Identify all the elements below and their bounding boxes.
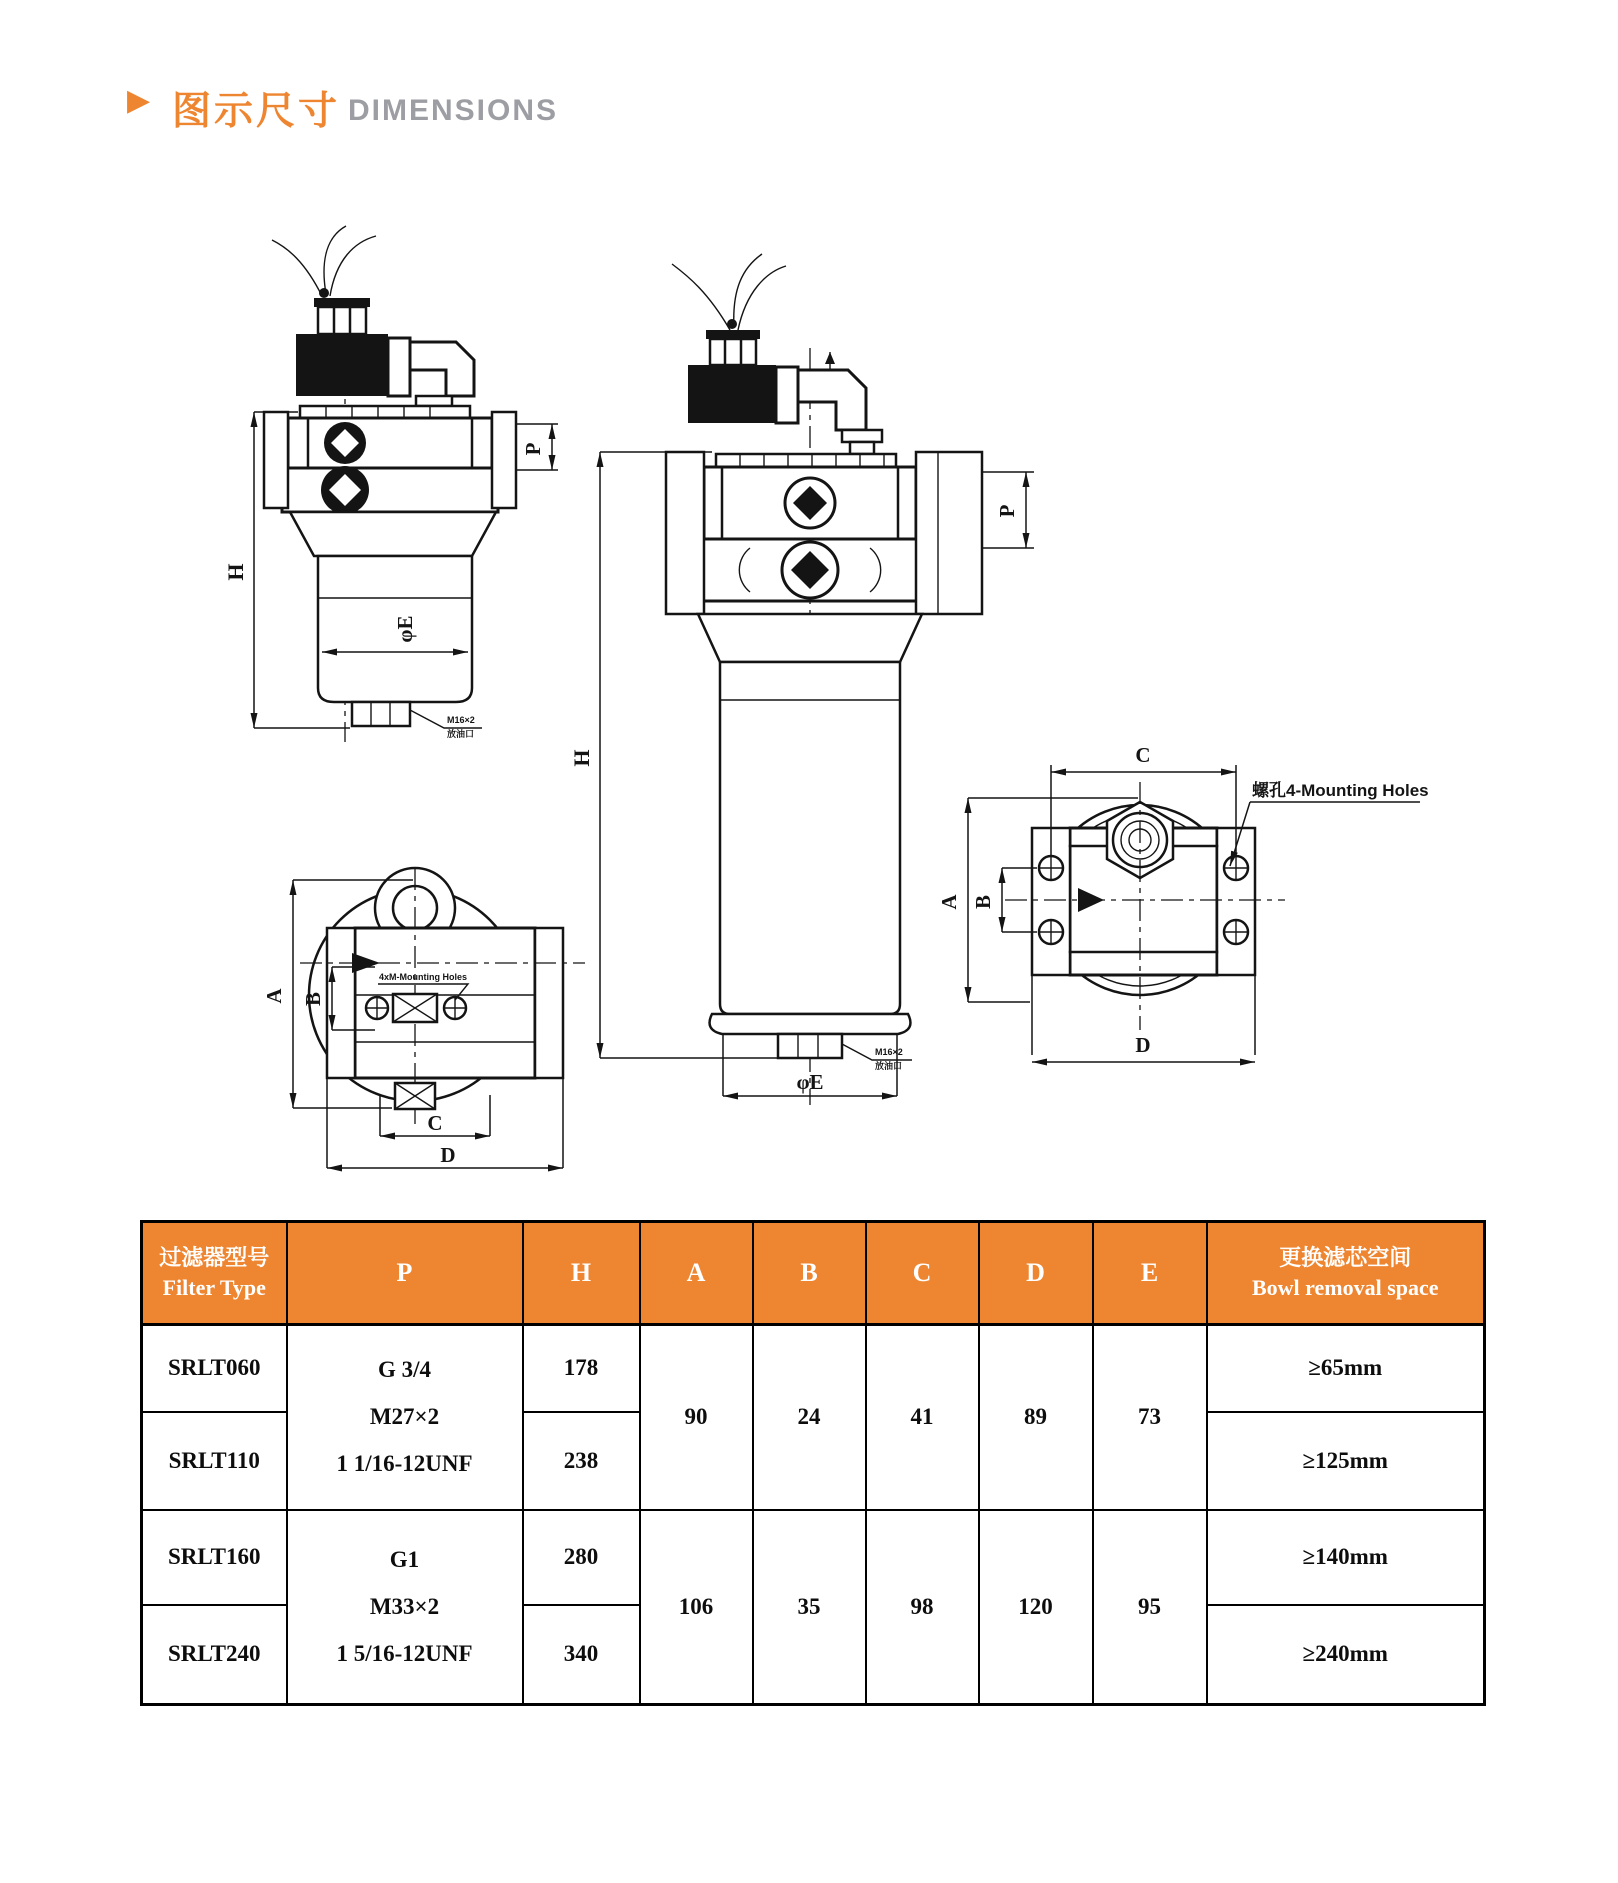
port-thread-line: M27×2	[369, 1404, 440, 1430]
cell-e: 73	[1093, 1325, 1207, 1510]
drain-plug	[778, 1034, 912, 1071]
col-header-p: P	[287, 1222, 523, 1325]
col-header-h: H	[523, 1222, 640, 1325]
dim-label-p: P	[521, 442, 545, 456]
cell-h: 238	[523, 1412, 640, 1510]
top-view-small	[262, 868, 585, 1168]
cell-a: 106	[640, 1510, 753, 1705]
filter-bowl	[290, 512, 496, 702]
dim-label-h: H	[223, 563, 248, 581]
table-row	[142, 1510, 1485, 1605]
cell-filter-type: SRLT240	[142, 1605, 287, 1705]
elbow-fitting	[388, 338, 474, 406]
dim-label-d: D	[1135, 1033, 1151, 1057]
mount-ear-right	[492, 412, 516, 508]
solenoid-connector	[296, 298, 388, 396]
col-header-filter-type	[142, 1222, 287, 1325]
col-header-bowl-space	[1207, 1222, 1485, 1325]
col-header-b: B	[753, 1222, 866, 1325]
dim-label-c: C	[1135, 743, 1151, 767]
cell-d: 120	[979, 1510, 1093, 1705]
front-view-small	[223, 226, 558, 742]
col-header-bowl-zh: 更换滤芯空间	[1279, 1245, 1412, 1271]
port-thread-line: G 3/4	[377, 1357, 432, 1383]
dim-label-a: A	[262, 988, 286, 1004]
section-title-zh: 图示尺寸	[172, 89, 341, 134]
drain-plug-label: 放油口	[447, 729, 475, 739]
port-thread-line: G1	[389, 1546, 420, 1572]
dim-label-p: P	[995, 504, 1019, 518]
filter-head	[264, 406, 516, 514]
solenoid-body	[688, 365, 776, 423]
drain-plug	[352, 702, 482, 739]
dim-label-c: C	[427, 1111, 443, 1135]
mounting-holes-label: 螺孔4-Mounting Holes	[1252, 781, 1429, 800]
dim-label-h: H	[569, 749, 594, 767]
cell-h: 340	[523, 1605, 640, 1705]
col-header-filter-type-en: Filter Type	[162, 1275, 266, 1300]
drain-plug-label: M16×2	[875, 1047, 903, 1057]
port-thread-line: 1 5/16-12UNF	[336, 1640, 473, 1666]
col-header-bowl-en: Bowl removal space	[1251, 1275, 1439, 1300]
cell-b: 35	[753, 1510, 866, 1705]
drain-plug-label: 放油口	[875, 1061, 903, 1071]
dimension-d	[1032, 975, 1255, 1062]
solenoid-connector	[688, 330, 776, 423]
cell-bowl-space: ≥140mm	[1207, 1510, 1485, 1605]
solenoid-wires	[672, 254, 786, 330]
dimension-p	[982, 472, 1034, 548]
front-view-large	[569, 254, 1034, 1105]
dimension-b	[971, 868, 1037, 932]
mount-ear-left	[264, 412, 288, 508]
dimension-p	[516, 424, 558, 470]
cell-a: 90	[640, 1325, 753, 1510]
cell-c: 41	[866, 1325, 979, 1510]
dim-label-phi-e: φE	[796, 1070, 824, 1094]
col-header-a: A	[640, 1222, 753, 1325]
mounting-holes-label: 4xM-Mounting Holes	[379, 972, 467, 982]
filter-head	[666, 452, 982, 614]
col-header-e: E	[1093, 1222, 1207, 1325]
cell-bowl-space: ≥240mm	[1207, 1605, 1485, 1705]
mount-ear-left	[666, 452, 704, 614]
cell-filter-type: SRLT160	[142, 1510, 287, 1605]
section-title-en: DIMENSIONS	[348, 94, 559, 127]
mount-ear-right	[916, 452, 982, 614]
cell-c: 98	[866, 1510, 979, 1705]
col-header-c: C	[866, 1222, 979, 1325]
cell-e: 95	[1093, 1510, 1207, 1705]
cell-bowl-space: ≥65mm	[1207, 1325, 1485, 1412]
solenoid-wires	[272, 226, 376, 298]
col-header-d: D	[979, 1222, 1093, 1325]
solenoid-body	[296, 334, 388, 396]
dim-label-d: D	[440, 1143, 456, 1167]
top-view-large	[937, 743, 1429, 1062]
drain-plug-label: M16×2	[447, 715, 475, 725]
col-header-filter-type-zh: 过滤器型号	[159, 1245, 270, 1271]
cell-port-thread	[287, 1325, 523, 1510]
dim-label-b: B	[971, 894, 995, 910]
cell-h: 178	[523, 1325, 640, 1412]
elbow-fitting	[776, 352, 882, 454]
cell-b: 24	[753, 1325, 866, 1510]
port-thread-line: M33×2	[369, 1593, 440, 1619]
dimension-d	[327, 1078, 563, 1168]
cell-filter-type: SRLT060	[142, 1325, 287, 1412]
port-thread-line: 1 1/16-12UNF	[336, 1451, 473, 1477]
table-header-row	[142, 1222, 1485, 1325]
dimensions-table	[140, 1220, 1486, 1706]
dim-label-b: B	[301, 991, 325, 1007]
cell-d: 89	[979, 1325, 1093, 1510]
section-marker-icon: ▶	[127, 83, 151, 118]
cell-filter-type: SRLT110	[142, 1412, 287, 1510]
filter-bowl	[698, 614, 922, 1034]
dim-label-phi-e: φE	[393, 615, 417, 643]
cell-bowl-space: ≥125mm	[1207, 1412, 1485, 1510]
table-row	[142, 1325, 1485, 1412]
dim-label-a: A	[937, 894, 961, 910]
cell-h: 280	[523, 1510, 640, 1605]
cell-port-thread	[287, 1510, 523, 1705]
